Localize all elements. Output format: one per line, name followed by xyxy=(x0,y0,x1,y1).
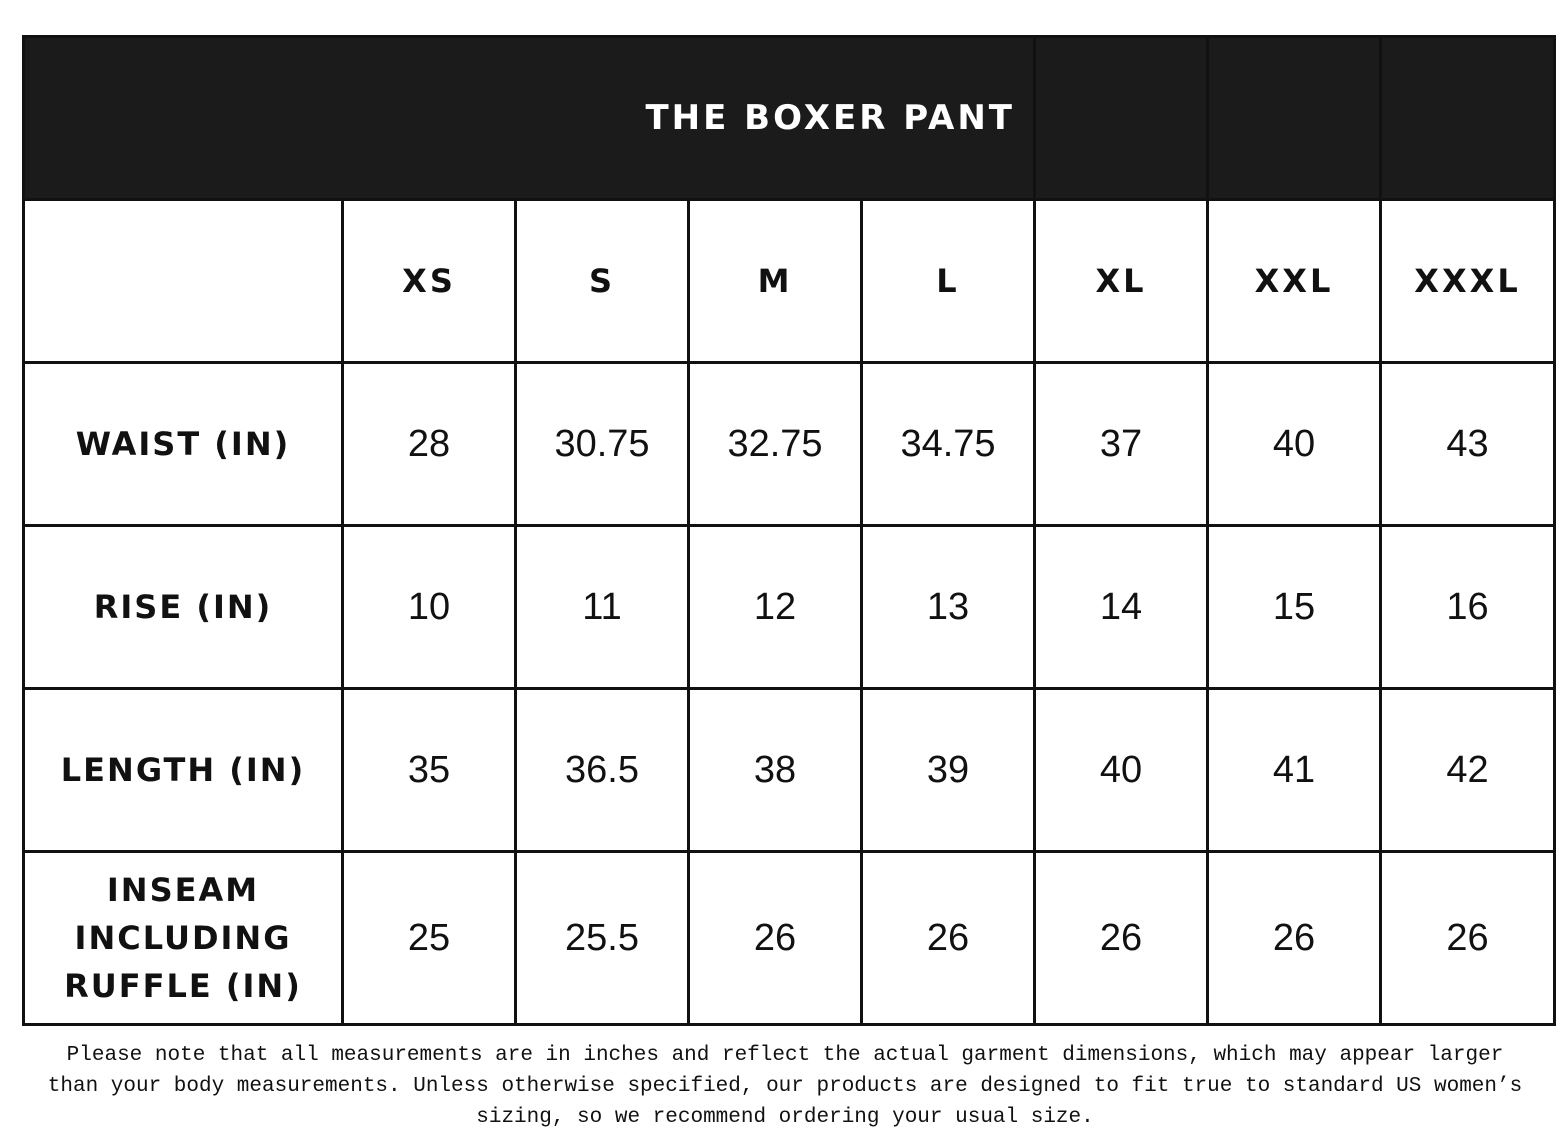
value-cell: 15 xyxy=(1208,526,1381,689)
value-cell: 32.75 xyxy=(689,363,862,526)
size-header: XS xyxy=(343,200,516,363)
value-cell: 39 xyxy=(862,689,1035,852)
size-header: XXL xyxy=(1208,200,1381,363)
waist-row xyxy=(24,363,1555,526)
value-cell: 10 xyxy=(343,526,516,689)
value-cell: 37 xyxy=(1035,363,1208,526)
size-header: XL xyxy=(1035,200,1208,363)
title-blank-cell xyxy=(1381,37,1555,200)
measurement-footnote: Please note that all measurements are in inches and reflect the actual garment dimensions, which may appear larger than your body measurements. Unless otherwise specified, our products are designed to fit true to standard US women’s sizing, so we recommend ordering your usual size. xyxy=(47,1044,1523,1129)
size-header-row xyxy=(24,200,1555,363)
length-row xyxy=(24,689,1555,852)
rise-row xyxy=(24,526,1555,689)
value-cell: 26 xyxy=(862,852,1035,1025)
corner-blank-cell xyxy=(24,200,343,363)
value-cell: 14 xyxy=(1035,526,1208,689)
value-cell: 26 xyxy=(689,852,862,1025)
title-blank-cell xyxy=(1208,37,1381,200)
value-cell: 35 xyxy=(343,689,516,852)
value-cell: 26 xyxy=(1381,852,1555,1025)
value-cell: 36.5 xyxy=(516,689,689,852)
row-label: RISE (IN) xyxy=(24,526,343,689)
value-cell: 11 xyxy=(516,526,689,689)
size-chart-table xyxy=(22,35,1556,1026)
size-header: L xyxy=(862,200,1035,363)
value-cell: 43 xyxy=(1381,363,1555,526)
value-cell: 40 xyxy=(1035,689,1208,852)
value-cell: 16 xyxy=(1381,526,1555,689)
value-cell: 42 xyxy=(1381,689,1555,852)
chart-title: THE BOXER PANT xyxy=(24,37,1035,200)
value-cell: 13 xyxy=(862,526,1035,689)
row-label: WAIST (IN) xyxy=(24,363,343,526)
title-row xyxy=(24,37,1555,200)
size-header: S xyxy=(516,200,689,363)
value-cell: 30.75 xyxy=(516,363,689,526)
value-cell: 25 xyxy=(343,852,516,1025)
row-label: INSEAM INCLUDING RUFFLE (IN) xyxy=(24,852,343,1025)
value-cell: 12 xyxy=(689,526,862,689)
size-header: XXXL xyxy=(1381,200,1555,363)
value-cell: 41 xyxy=(1208,689,1381,852)
value-cell: 34.75 xyxy=(862,363,1035,526)
value-cell: 38 xyxy=(689,689,862,852)
value-cell: 26 xyxy=(1035,852,1208,1025)
row-label: LENGTH (IN) xyxy=(24,689,343,852)
inseam-row xyxy=(24,852,1555,1025)
value-cell: 40 xyxy=(1208,363,1381,526)
size-header: M xyxy=(689,200,862,363)
title-blank-cell xyxy=(1035,37,1208,200)
value-cell: 25.5 xyxy=(516,852,689,1025)
value-cell: 28 xyxy=(343,363,516,526)
value-cell: 26 xyxy=(1208,852,1381,1025)
